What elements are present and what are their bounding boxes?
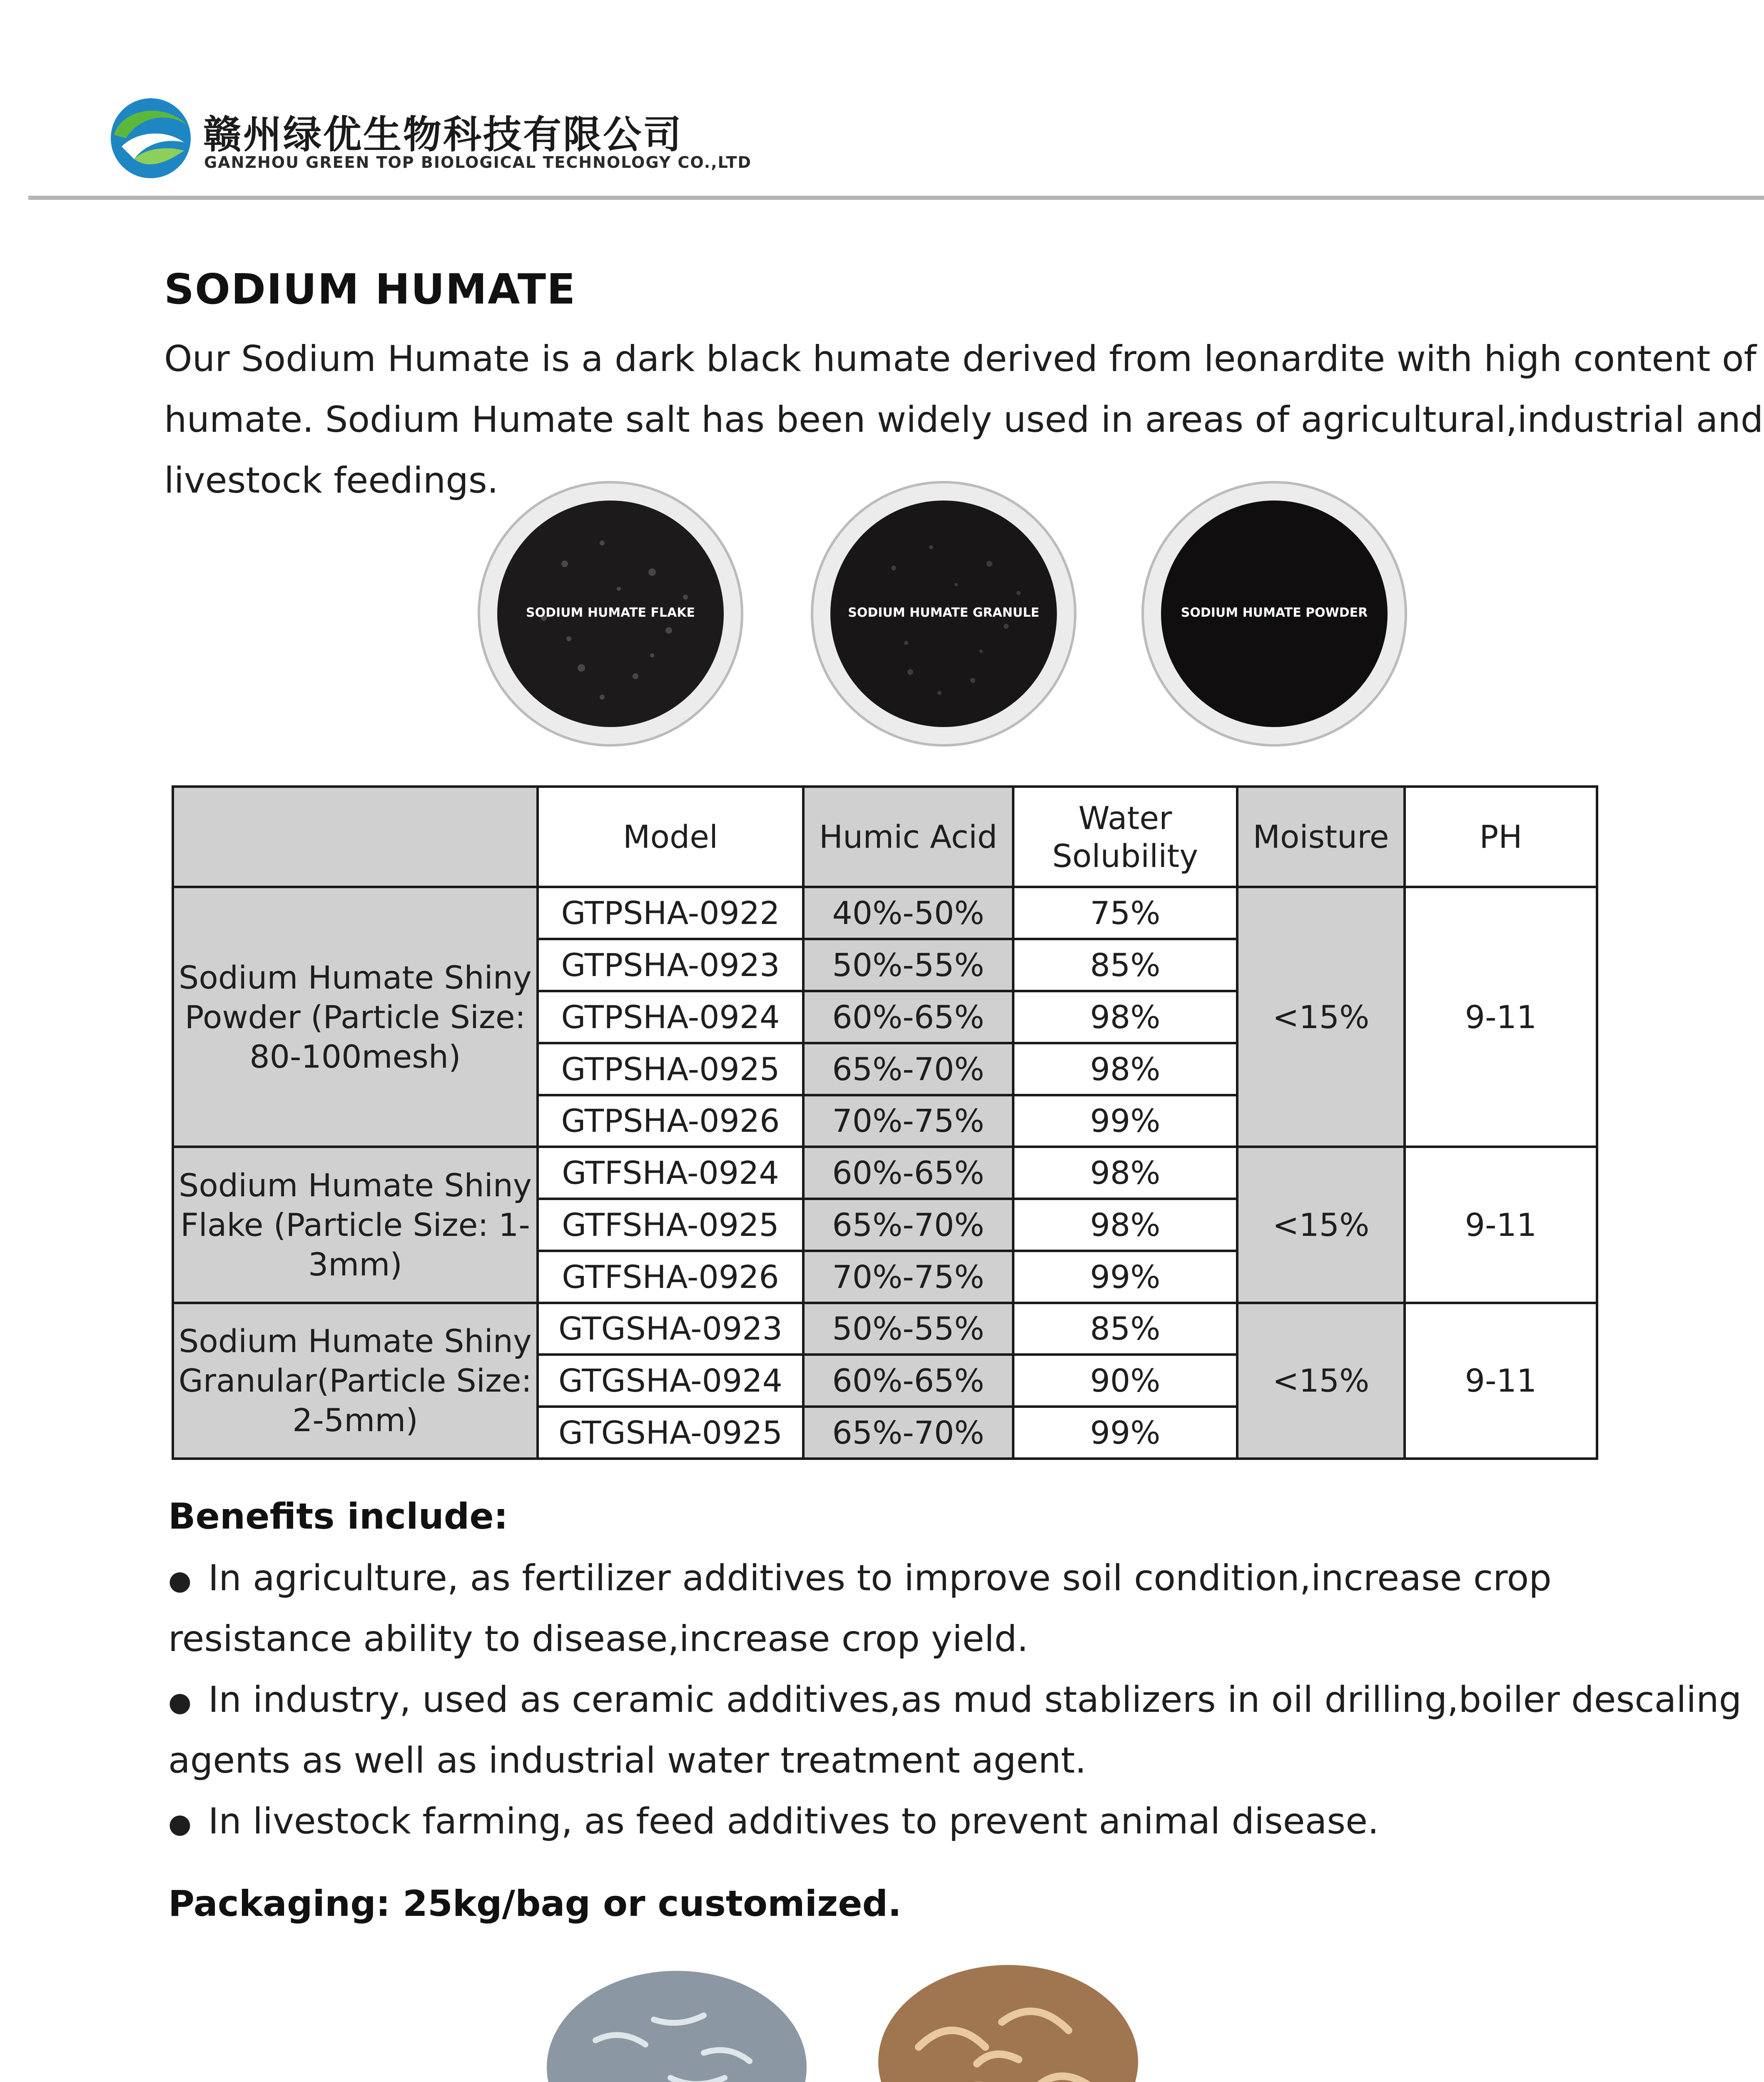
- water-solubility-cell: 99%: [1013, 1407, 1237, 1459]
- group-name-granular: Sodium Humate Shiny Granular(Particle Size: 2-5mm): [173, 1303, 538, 1459]
- header-moisture: Moisture: [1237, 787, 1405, 887]
- sample-dish-powder: [1141, 481, 1408, 747]
- humic-acid-cell: 65%-70%: [803, 1199, 1013, 1251]
- sample-label-powder: SODIUM HUMATE POWDER: [1181, 605, 1368, 620]
- benefit-text-line: agents as well as industrial water treatment agent.: [168, 1740, 1086, 1781]
- water-solubility-cell: 98%: [1013, 1043, 1237, 1095]
- intro-line-2: humate. Sodium Humate salt has been widely used in areas of agricultural,industrial and: [164, 399, 1764, 441]
- model-cell: GTFSHA-0926: [538, 1251, 803, 1303]
- benefit-text-line: resistance ability to disease,increase crop yield.: [168, 1618, 1029, 1660]
- humic-acid-cell: 60%-65%: [803, 1355, 1013, 1407]
- benefit-item-industry-cont: [168, 1740, 1086, 1781]
- group-name-powder: Sodium Humate Shiny Powder (Particle Size: 80-100mesh): [173, 887, 538, 1147]
- water-solubility-cell: 75%: [1013, 887, 1237, 939]
- packaging-note: Packaging: 25kg/bag or customized.: [168, 1883, 902, 1925]
- benefits-heading: Benefits include:: [168, 1496, 508, 1537]
- header-model: Model: [538, 787, 803, 887]
- benefit-text-line: In agriculture, as fertilizer additives to improve soil condition,increase crop: [208, 1557, 1552, 1599]
- header-divider: [28, 196, 1764, 200]
- benefit-text-line: In livestock farming, as feed additives to prevent animal disease.: [208, 1801, 1379, 1842]
- intro-line-3: livestock feedings.: [164, 460, 498, 501]
- model-cell: GTPSHA-0923: [538, 939, 803, 991]
- moisture-cell-flake: <15%: [1237, 1147, 1405, 1302]
- model-cell: GTGSHA-0924: [538, 1355, 803, 1407]
- header-blank-cell: [173, 787, 538, 887]
- company-name-english: GANZHOU GREEN TOP BIOLOGICAL TECHNOLOGY CO.,LTD: [204, 153, 752, 172]
- sample-dish-flake: [477, 481, 744, 747]
- water-solubility-cell: 99%: [1013, 1095, 1237, 1147]
- bullet-icon: ●: [168, 1808, 192, 1839]
- water-solubility-cell: 85%: [1013, 1303, 1237, 1355]
- water-solubility-cell: 98%: [1013, 991, 1237, 1043]
- benefit-item-livestock: [168, 1801, 1379, 1842]
- water-solubility-cell: 99%: [1013, 1251, 1237, 1303]
- water-solubility-cell: 98%: [1013, 1147, 1237, 1199]
- sample-label-flake: SODIUM HUMATE FLAKE: [526, 605, 695, 620]
- bullet-icon: ●: [168, 1565, 192, 1596]
- header-water-solubility: Water Solubility: [1013, 787, 1237, 887]
- table-row: [173, 1147, 1597, 1199]
- humic-acid-cell: 70%-75%: [803, 1251, 1013, 1303]
- sample-dish-granule: [810, 481, 1077, 747]
- water-solubility-cell: 85%: [1013, 939, 1237, 991]
- humic-acid-cell: 50%-55%: [803, 939, 1013, 991]
- moisture-cell-granular: <15%: [1237, 1303, 1405, 1459]
- water-solubility-cell: 98%: [1013, 1199, 1237, 1251]
- benefit-item-agriculture: [168, 1557, 1552, 1599]
- humic-acid-cell: 60%-65%: [803, 1147, 1013, 1199]
- fish-photo-icon: [546, 1970, 808, 2082]
- model-cell: GTPSHA-0922: [538, 887, 803, 939]
- model-cell: GTPSHA-0926: [538, 1095, 803, 1147]
- model-cell: GTGSHA-0925: [538, 1407, 803, 1459]
- ph-cell-granular: 9-11: [1405, 1303, 1597, 1459]
- benefit-text-line: In industry, used as ceramic additives,as mud stablizers in oil drilling,boiler descaling: [208, 1679, 1742, 1721]
- model-cell: GTFSHA-0924: [538, 1147, 803, 1199]
- page-title: SODIUM HUMATE: [164, 265, 576, 314]
- model-cell: GTGSHA-0923: [538, 1303, 803, 1355]
- humic-acid-cell: 50%-55%: [803, 1303, 1013, 1355]
- humic-acid-cell: 65%-70%: [803, 1043, 1013, 1095]
- header-humic-acid: Humic Acid: [803, 787, 1013, 887]
- intro-line-1: Our Sodium Humate is a dark black humate derived from leonardite with high content of: [164, 338, 1757, 380]
- table-row: [173, 887, 1597, 939]
- sample-label-granule: SODIUM HUMATE GRANULE: [848, 605, 1039, 620]
- humic-acid-cell: 60%-65%: [803, 991, 1013, 1043]
- spec-table: [172, 785, 1598, 1460]
- humic-acid-cell: 70%-75%: [803, 1095, 1013, 1147]
- ph-cell-flake: 9-11: [1405, 1147, 1597, 1302]
- model-cell: GTFSHA-0925: [538, 1199, 803, 1251]
- company-name-chinese: 赣州绿优生物科技有限公司: [203, 112, 683, 157]
- humic-acid-cell: 65%-70%: [803, 1407, 1013, 1459]
- table-row: [173, 1303, 1597, 1355]
- model-cell: GTPSHA-0925: [538, 1043, 803, 1095]
- table-header-row: [173, 787, 1597, 887]
- benefit-item-agriculture-cont: [168, 1618, 1029, 1660]
- bullet-icon: ●: [168, 1686, 192, 1718]
- benefit-item-industry: [168, 1679, 1742, 1721]
- header-ph: PH: [1405, 787, 1597, 887]
- shrimp-photo-icon: [877, 1964, 1139, 2082]
- water-solubility-cell: 90%: [1013, 1355, 1237, 1407]
- company-logo-icon: [109, 97, 192, 180]
- ph-cell-powder: 9-11: [1405, 887, 1597, 1147]
- humic-acid-cell: 40%-50%: [803, 887, 1013, 939]
- model-cell: GTPSHA-0924: [538, 991, 803, 1043]
- group-name-flake: Sodium Humate Shiny Flake (Particle Size: 1-3mm): [173, 1147, 538, 1302]
- moisture-cell-powder: <15%: [1237, 887, 1405, 1147]
